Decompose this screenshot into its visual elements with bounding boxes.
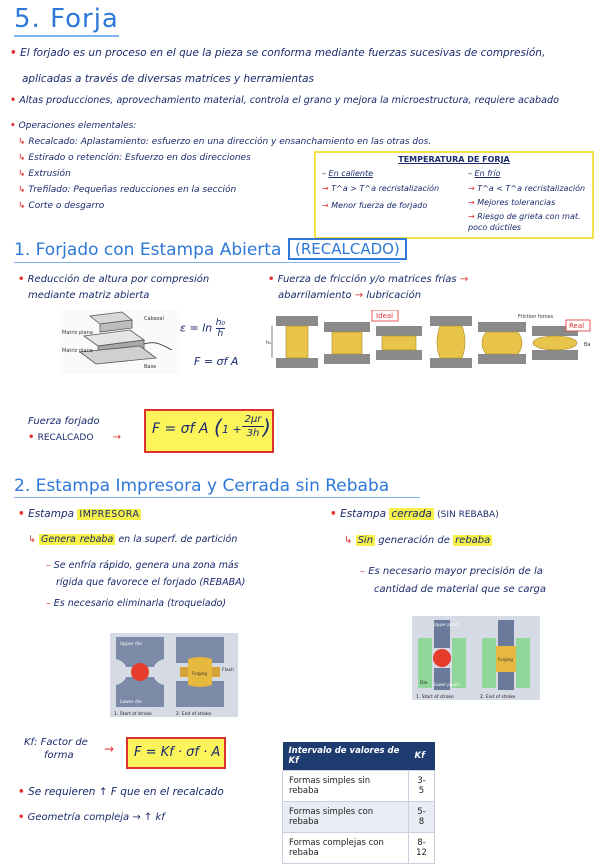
bottom-bullet-1: • Se requieren ↑ F que en el recalcado (18, 786, 224, 798)
upset-fig-1 (266, 316, 318, 368)
section2-title: 2. Estampa Impresora y Cerrada sin Rebaba (14, 476, 390, 496)
kf-table-header: Kf (409, 742, 435, 771)
label-ba: Ba (584, 342, 591, 348)
ops-item: ↳ Estirado o retención: Esfuerzo en dos direcciones (18, 153, 251, 163)
intro-bullet-1: • El forjado es un proceso en el que la pieza se conforma mediante fuerzas sucesivas de compresión, (10, 47, 546, 59)
force-label: Fuerza forjado • RECALCADO → (28, 416, 122, 443)
upsetting-figures (266, 310, 600, 374)
ops-item: ↳ Trefilado: Pequeñas reducciones en la sección (18, 185, 237, 195)
table-row: Formas complejas con rebaba 8-12 (283, 833, 435, 864)
force-formula-simple: F = σf A (194, 355, 239, 368)
section1-tag: (RECALCADO) (288, 238, 407, 260)
svg-text:Die: Die (420, 681, 428, 686)
closed-die-figure (412, 616, 540, 700)
open-die-diagram (60, 310, 180, 374)
ops-item: ↳ Corte o desgarro (18, 201, 105, 211)
s2-right-points: – Es necesario mayor precisión de la cantidad de material que se carga (360, 566, 547, 595)
kf-table-wrap (282, 742, 435, 864)
upset-fig-2 (324, 322, 370, 364)
cold-column: – En frío → T^a < T^a recristalización → Mejores tolerancias → Riesgo de grieta con mat. poco dúctiles (468, 169, 586, 232)
ops-item: ↳ Recalcado: Aplastamiento: esfuerzo en una dirección y ensanchamiento en las otras dos. (18, 137, 432, 147)
force-main: F = σf A (152, 421, 209, 437)
force-fraction: 2μr 3h (242, 413, 264, 440)
section1-title: 1. Forjado con Estampa Abierta (14, 240, 282, 260)
label-upper-die: Matriz plana (62, 330, 93, 336)
intro-bullet-2: • Altas producciones, aprovechamiento material, controla el grano y mejora la microestructura, requiere acabado (10, 95, 559, 106)
s2-right-sub: ↳ Sin generación de rebaba (344, 535, 491, 546)
svg-text:Upper punch: Upper punch (434, 622, 460, 627)
svg-text:Upper die: Upper die (120, 642, 142, 647)
kf-label: Kf: Factor de forma (24, 737, 88, 761)
force-formula-box: F = σf A ( 1 + 2μr 3h ) (144, 409, 274, 453)
table-row: Formas simples sin rebaba 3-5 (283, 771, 435, 802)
ops-item: ↳ Extrusión (18, 169, 71, 179)
section1-underline (14, 262, 400, 263)
section2-underline (14, 497, 420, 498)
label-base: Base (144, 364, 157, 370)
kf-table-header: Intervalo de valores de Kf (283, 742, 409, 771)
svg-text:Flash: Flash (222, 668, 234, 673)
impression-die-figure (110, 633, 238, 717)
svg-text:2. End of stroke: 2. End of stroke (176, 712, 212, 717)
s2-left-points: – Se enfría rápido, genera una zona más rígida que favorece el forjado (REBABA) – Es necesario eliminarla (troquelado) (46, 560, 246, 609)
svg-text:Forging: Forging (498, 657, 513, 662)
hot-column: – En caliente → T^a > T^a recristalización → Menor fuerza de forjado (322, 169, 440, 210)
svg-text:2. End of stroke: 2. End of stroke (480, 695, 516, 700)
svg-text:1. Start of stroke: 1. Start of stroke (114, 712, 152, 717)
bottom-bullet-2: • Geometría compleja → ↑ kf (18, 812, 165, 823)
svg-text:1. Start of stroke: 1. Start of stroke (416, 695, 454, 700)
temperature-box (314, 151, 594, 239)
upset-fig-4 (430, 316, 472, 368)
upset-fig-3 (372, 310, 422, 360)
intro-bullet-1-cont: aplicadas a través de diversas matrices y herramientas (22, 73, 314, 85)
svg-text:Lower punch: Lower punch (434, 682, 460, 687)
label-ideal: Ideal (376, 312, 394, 320)
label-real: Real (569, 322, 585, 330)
label-friction: Friction forces (518, 314, 554, 320)
label-lower-die: Matriz plana (62, 348, 93, 354)
s2-right-head: • Estampa cerrada (SIN REBABA) (330, 508, 499, 520)
s2-left-head: • Estampa IMPRESORA (18, 508, 140, 520)
svg-text:Forging: Forging (192, 671, 207, 676)
svg-text:h₀: h₀ (266, 340, 272, 346)
svg-text:Lower die: Lower die (120, 700, 142, 705)
s2-left-sub: ↳ Genera rebaba en la superf. de partición (28, 534, 238, 545)
temperature-title: TEMPERATURA DE FORJA (398, 155, 510, 164)
kf-formula-box: F = Kf · σf · A (126, 737, 226, 769)
table-row: Formas simples con rebaba 5-8 (283, 802, 435, 833)
label-cabezal: Cabezal (144, 316, 164, 322)
page-title: 5. Forja (14, 4, 119, 37)
upset-fig-5 (478, 322, 526, 364)
section1-left-text: • Reducción de altura por compresión mediante matriz abierta (18, 274, 210, 301)
kf-arrow: → (104, 742, 115, 756)
strain-formula: ε = ln $\frac{\text{h₀}}{h}$ (180, 318, 225, 339)
ops-heading: • Operaciones elementales: (10, 121, 137, 131)
kf-table (282, 742, 435, 864)
section1-right-text: • Fuerza de fricción y/o matrices frías → abarrilamiento → lubricación (268, 274, 469, 301)
upset-fig-6 (518, 314, 591, 360)
